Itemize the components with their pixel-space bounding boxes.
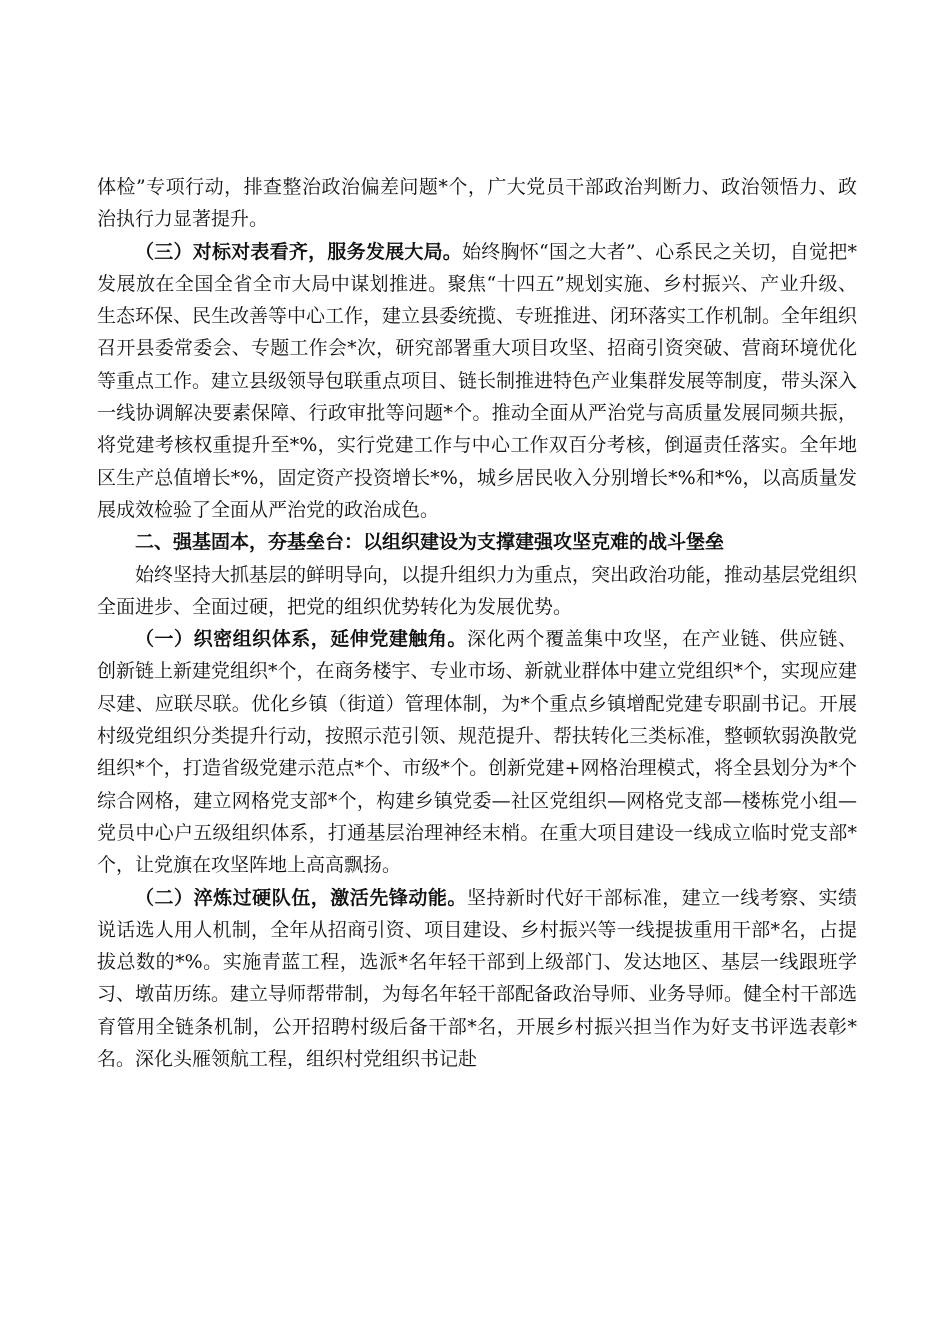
- paragraph-text: 始终胸怀“国之大者”、心系民之关切，自觉把*发展放在全国全省全市大局中谋划推进。聚焦“十四五”规划实施、乡村振兴、产业升级、生态环保、民生改善等中心工作，建立县委统揽、专班推进、闭环落实工作机制。全年组织召开县委常委会、专题工作会*次，研究部署重大项目攻坚、招商引资突破、营商环境优化等重点工作。建立县级领导包联重点项目、链长制推进特色产业集群发展等制度，带头深入一线协调解决要素保障、行政审批等问题*个。推动全面从严治党与高质量发展同频共振，将党建考核权重提升至*%，实行党建工作与中心工作双百分考核，倒逼责任落实。全年地区生产总值增长*%，固定资产投资增长*%，城乡居民收入分别增长*%和*%，以高质量发展成效检验了全面从严治党的政治成色。: [97, 240, 858, 521]
- paragraph-text: 体检”专项行动，排查整治政治偏差问题*个，广大党员干部政治判断力、政治领悟力、政治执行力显著提升。: [97, 176, 857, 231]
- paragraph-section-3: [97, 236, 857, 527]
- paragraph-text: 坚持新时代好干部标准，建立一线考察、实绩说话选人用人机制，全年从招商引资、项目建设、乡村振兴等一线提拔重用干部*名，占提拔总数的*%。实施青蓝工程，选派*名年轻干部到上级部门、发达地区、基层一线跟班学习、墩苗历练。建立导师帮带制，为每名年轻干部配备政治导师、业务导师。健全村干部选育管用全链条机制，公开招聘村级后备干部*名，开展乡村振兴担当作为好支书评选表彰*名。深化头雁领航工程，组织村党组织书记赴: [97, 886, 858, 1071]
- section-heading-inline: （一）织密组织体系，延伸党建触角。: [135, 628, 467, 651]
- paragraph-text: 深化两个覆盖集中攻坚，在产业链、供应链、创新链上新建党组织*个，在商务楼宇、专业市场、新就业群体中建立党组织*个，实现应建尽建、应联尽联。优化乡镇（街道）管理体制，为*个重点乡镇增配党建专职副书记。开展村级党组织分类提升行动，按照示范引领、规范提升、帮扶转化三类标准，整顿软弱涣散党组织*个，打造省级党建示范点*个、市级*个。创新党建+网格治理模式，将全县划分为*个综合网格，建立网格党支部*个，构建乡镇党委—社区党组织—网格党支部—楼栋党小组—党员中心户五级组织体系，打通基层治理神经末梢。在重大项目建设一线成立临时党支部*个，让党旗在攻坚阵地上高高飘扬。: [97, 628, 858, 877]
- paragraph-section-2-1: [97, 623, 857, 881]
- paragraph-intro-2: [97, 559, 857, 624]
- paragraph-continuation: [97, 171, 857, 236]
- section-heading-inline: （三）对标对表看齐，服务发展大局。: [135, 240, 463, 263]
- paragraph-section-2-2: [97, 882, 857, 1076]
- document-body: [97, 171, 857, 1075]
- heading-text: 二、强基固本，夯基垒台：以组织建设为支撑建强攻坚克难的战斗堡垒: [135, 531, 725, 554]
- paragraph-text: 始终坚持大抓基层的鲜明导向，以提升组织力为重点，突出政治功能，推动基层党组织全面进步、全面过硬，把党的组织优势转化为发展优势。: [97, 563, 858, 618]
- section-heading-inline: （二）淬炼过硬队伍，激活先锋动能。: [135, 886, 467, 909]
- section-heading-2: [97, 526, 857, 558]
